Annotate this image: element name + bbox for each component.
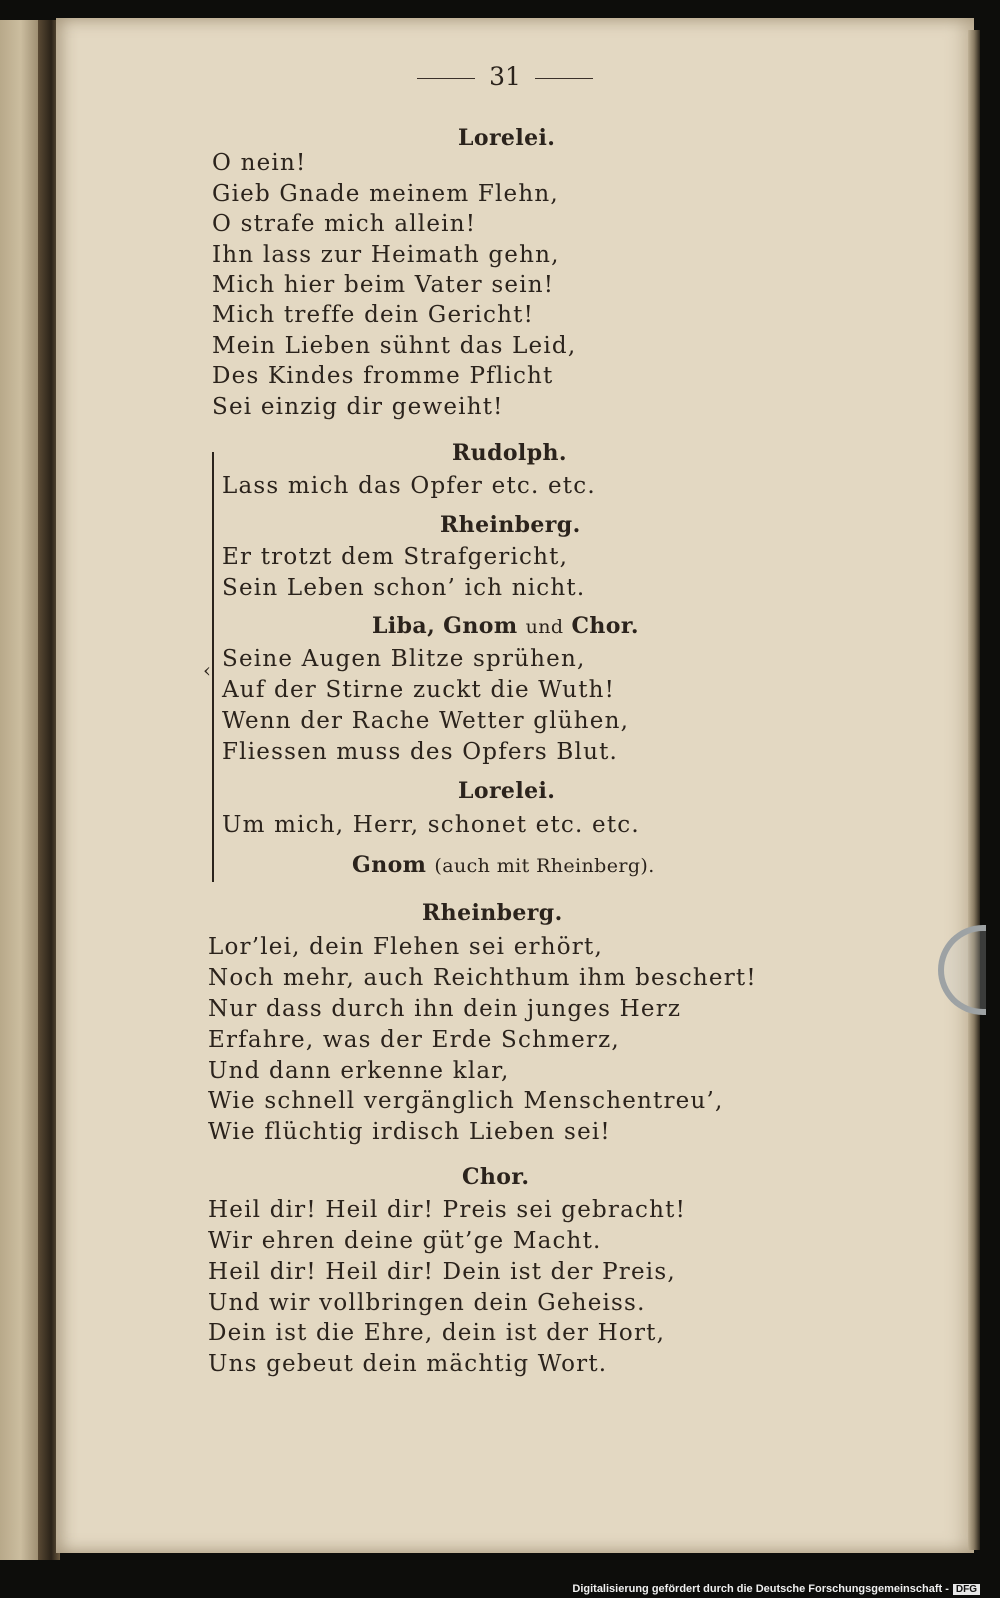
- verse-line: Fliessen muss des Opfers Blut.: [222, 739, 619, 765]
- verse-line: Dein ist die Ehre, dein ist der Hort,: [208, 1320, 666, 1346]
- verse-line: Noch mehr, auch Reichthum ihm beschert!: [208, 965, 757, 991]
- verse-line: O strafe mich allein!: [212, 211, 477, 237]
- verse-line: Heil dir! Heil dir! Dein ist der Preis,: [208, 1259, 676, 1285]
- verse-line: Lass mich das Opfer etc. etc.: [222, 473, 596, 499]
- page-number: [395, 62, 615, 91]
- speaker-name: Gnom: [352, 852, 427, 878]
- verse-line: Und dann erkenne klar,: [208, 1058, 510, 1084]
- speaker-heading: Rheinberg.: [422, 900, 563, 926]
- verse-line: Und wir vollbringen dein Geheiss.: [208, 1290, 646, 1316]
- verse-line: Mich hier beim Vater sein!: [212, 272, 555, 298]
- verse-line: Erfahre, was der Erde Schmerz,: [208, 1027, 620, 1053]
- verse-line: Wie schnell vergänglich Menschentreu’,: [208, 1088, 724, 1114]
- verse-line: Des Kindes fromme Pflicht: [212, 363, 554, 389]
- verse-line: Er trotzt dem Strafgericht,: [222, 544, 569, 570]
- verse-line: Gieb Gnade meinem Flehn,: [212, 181, 559, 207]
- page-number-value: 31: [489, 62, 521, 91]
- verse-line: Sei einzig dir geweiht!: [212, 394, 504, 420]
- speaker-tail: Chor.: [571, 613, 639, 639]
- speaker-heading: Lorelei.: [458, 125, 556, 151]
- dash-right: [535, 78, 593, 79]
- digitization-footer: [572, 1583, 980, 1595]
- verse-line: Wenn der Rache Wetter glühen,: [222, 708, 630, 734]
- verse-line: Wir ehren deine güt’ge Macht.: [208, 1228, 602, 1254]
- bracket-point: ‹: [203, 658, 211, 682]
- verse-line: Lor’lei, dein Flehen sei erhört,: [208, 934, 603, 960]
- speaker-heading: Rudolph.: [452, 440, 567, 466]
- speaker-conjunction: und: [525, 616, 564, 638]
- verse-line: Nur dass durch ihn dein junges Herz: [208, 996, 682, 1022]
- verse-line: Um mich, Herr, schonet etc. etc.: [222, 812, 640, 838]
- page-edge: [968, 30, 980, 1550]
- dfg-logo: DFG: [953, 1584, 980, 1595]
- speaker-heading: Chor.: [462, 1164, 530, 1190]
- verse-line: O nein!: [212, 150, 307, 176]
- verse-line: Heil dir! Heil dir! Preis sei gebracht!: [208, 1197, 687, 1223]
- speaker-heading-group: [372, 612, 639, 641]
- speaker-heading: Rheinberg.: [440, 512, 581, 538]
- speaker-names: Liba, Gnom: [372, 613, 518, 639]
- speaker-heading: Lorelei.: [458, 778, 556, 804]
- verse-line: Auf der Stirne zuckt die Wuth!: [222, 677, 616, 703]
- speaker-heading-group: [352, 851, 655, 880]
- verse-line: Wie flüchtig irdisch Lieben sei!: [208, 1119, 611, 1145]
- dash-left: [417, 78, 475, 79]
- speaker-note: (auch mit Rheinberg).: [434, 855, 655, 877]
- footer-text: Digitalisierung gefördert durch die Deutsche Forschungsgemeinschaft -: [572, 1583, 949, 1595]
- verse-line: Ihn lass zur Heimath gehn,: [212, 242, 560, 268]
- verse-line: Seine Augen Blitze sprühen,: [222, 646, 586, 672]
- verse-line: Uns gebeut dein mächtig Wort.: [208, 1351, 608, 1377]
- verse-line: Mein Lieben sühnt das Leid,: [212, 333, 577, 359]
- verse-line: Sein Leben schon’ ich nicht.: [222, 575, 586, 601]
- verse-line: Mich treffe dein Gericht!: [212, 302, 535, 328]
